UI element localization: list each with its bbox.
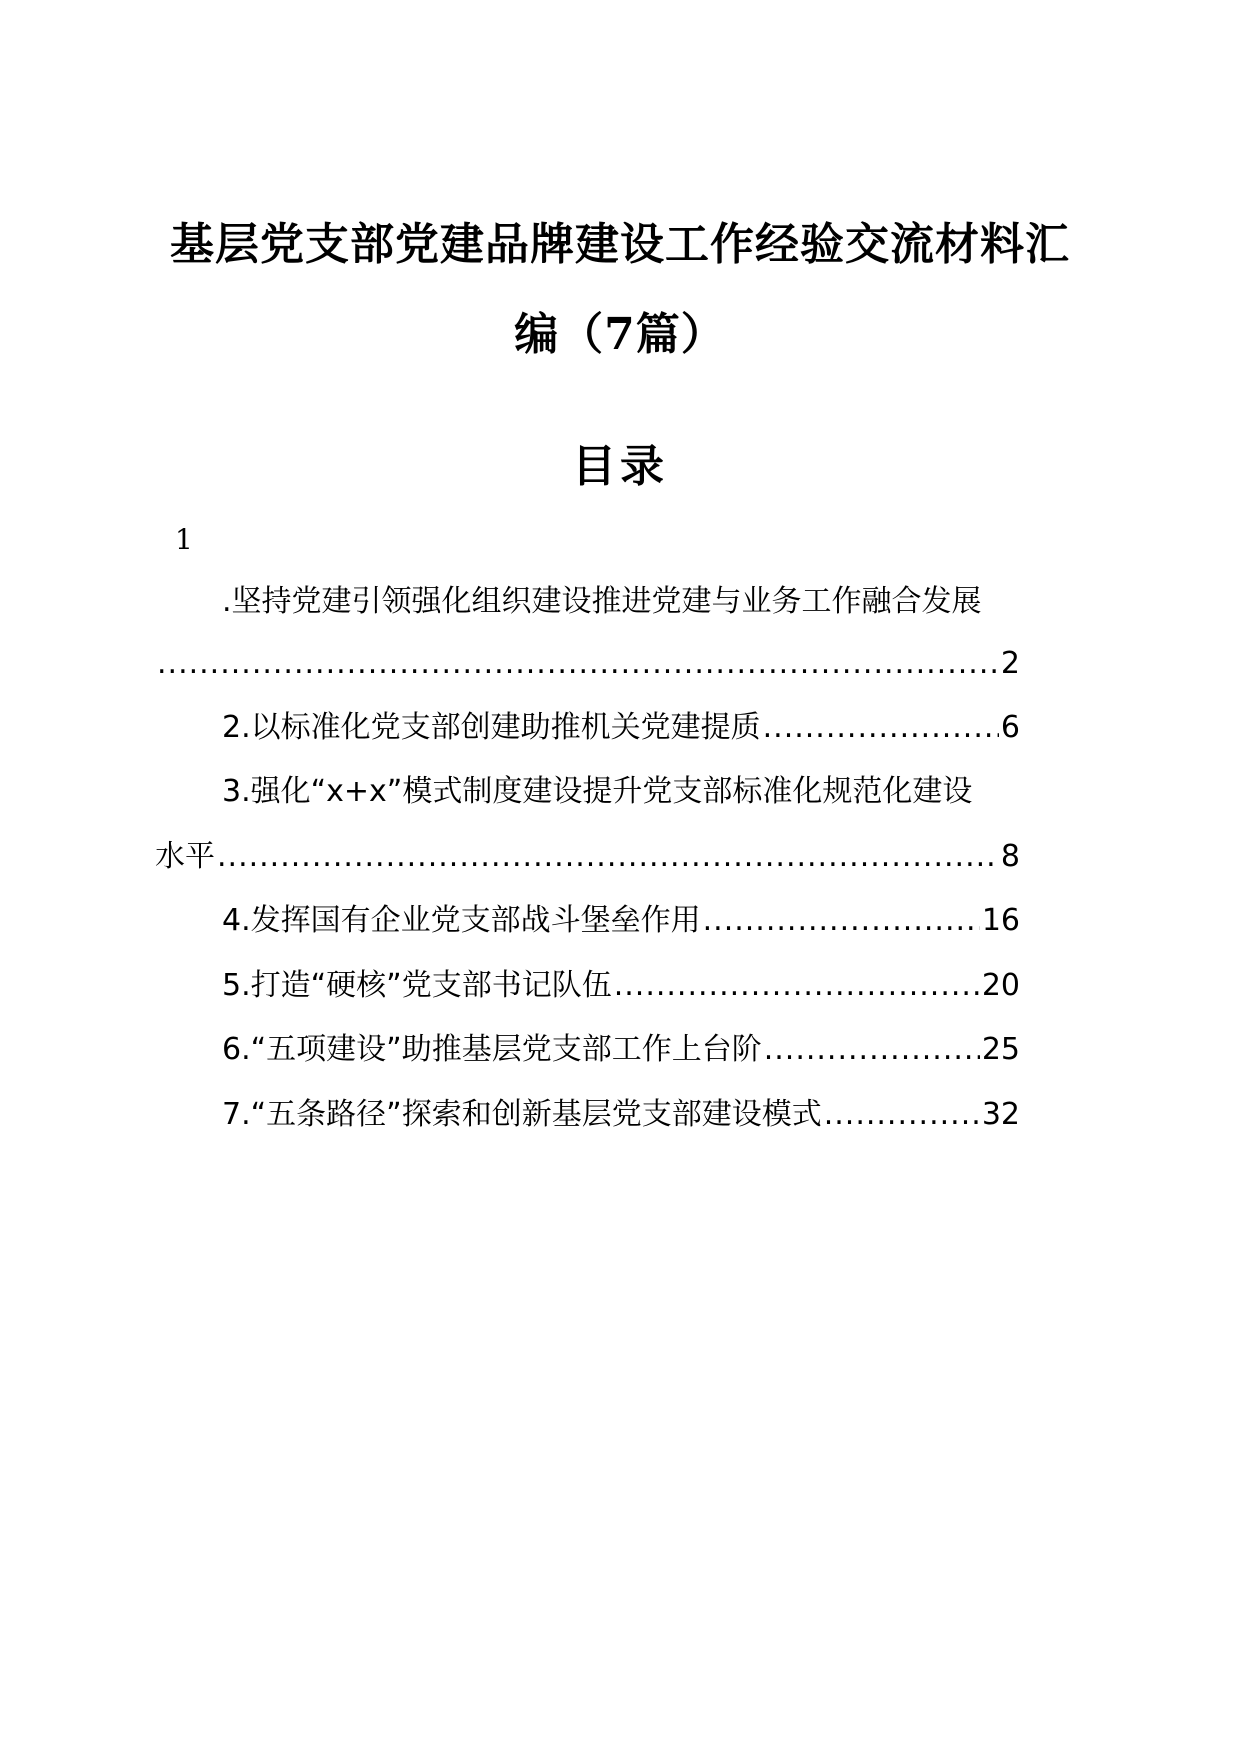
toc-item-6-dots [764,1028,980,1072]
toc-item-2-page: 6 [1000,710,1020,745]
document-title-line-2: 编（7篇） [514,309,726,360]
toc-item-3-line-2[interactable] [155,835,1020,879]
toc-item-6[interactable] [222,1028,1020,1072]
toc-item-1-page: 2 [1000,646,1020,681]
toc-item-5[interactable] [222,964,1020,1008]
toc-item-5-page: 20 [981,968,1020,1003]
toc-item-2-dots [763,706,999,750]
toc-item-7-text: 7.“五条路径”探索和创新基层党支部建设模式 [222,1097,822,1132]
toc-item-5-dots [614,964,980,1008]
toc-item-4[interactable] [222,899,1020,943]
toc-item-7-dots [824,1093,980,1137]
toc-item-1-dots [157,642,999,686]
toc-item-1-leader[interactable] [155,642,1020,686]
toc-item-2-text: 2.以标准化党支部创建助推机关党建提质 [222,710,761,745]
toc-item-7-page: 32 [981,1097,1020,1132]
toc-item-6-text: 6.“五项建设”助推基层党支部工作上台阶 [222,1032,762,1067]
document-title-line-1: 基层党支部党建品牌建设工作经验交流材料汇 [170,219,1070,270]
toc-item-4-text: 4.发挥国有企业党支部战斗堡垒作用 [222,903,701,938]
toc-item-3-dots [217,835,999,879]
toc-item-7[interactable] [222,1093,1020,1137]
toc-item-4-dots [703,899,980,943]
toc-item-5-text: 5.打造“硬核”党支部书记队伍 [222,968,612,1003]
toc-item-2[interactable] [222,706,1020,750]
toc-item-3-text-line-1[interactable]: 3.强化“x+x”模式制度建设提升党支部标准化规范化建设 [222,774,973,809]
toc-item-6-page: 25 [981,1032,1020,1067]
toc-item-3-page: 8 [1000,839,1020,874]
toc-item-1-number: 1 [175,523,193,556]
toc-item-1-text[interactable]: .坚持党建引领强化组织建设推进党建与业务工作融合发展 [222,584,982,619]
toc-item-3-text-line-2: 水平 [155,839,215,874]
toc-heading: 目录 [572,441,668,492]
toc-item-4-page: 16 [981,903,1020,938]
